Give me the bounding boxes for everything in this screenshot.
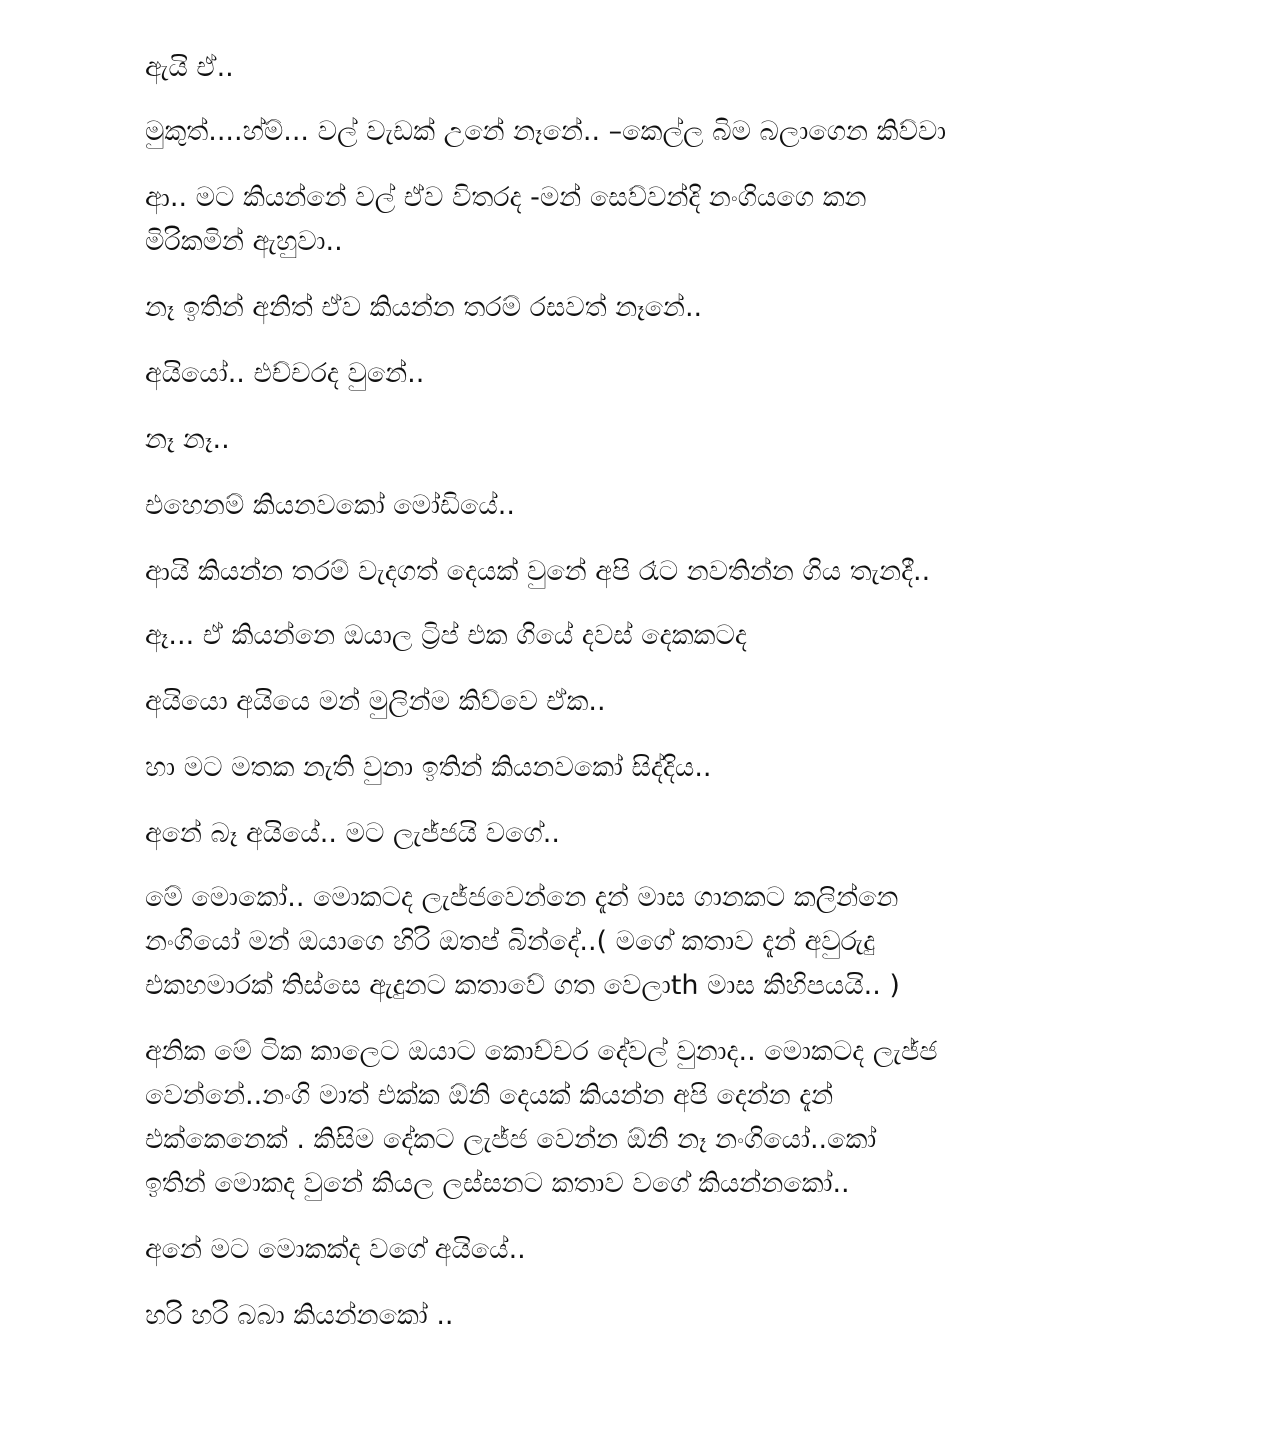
text-line: නංගියෝ මන් ඔයාගෙ හිරි ඔතප් බින්දේ..( මගේ කතාව දැන් අවුරුදු xyxy=(145,926,876,957)
text-line: මිරිකමින් ඇහුවා.. xyxy=(145,226,343,257)
paragraph xyxy=(145,1294,1135,1338)
text-line: මේ මොකෝ.. මොකටද ලැජ්ජවෙන්නෙ දැන් මාස ගානකට කලින්නෙ xyxy=(145,882,899,913)
text-line: වෙන්නේ..නංගි මාත් එක්ක ඕනි දෙයක් කියන්න අපි දෙන්න දැන් xyxy=(145,1080,834,1111)
paragraph xyxy=(145,746,1135,790)
paragraph xyxy=(145,812,1135,856)
text-line: මුකුත්....හ්ම්... වල් වැඩක් උනේ නෑනේ.. –කෙල්ල බිම බලාගෙන කිව්වා xyxy=(145,116,947,147)
paragraph xyxy=(145,176,1135,264)
text-line: ඉතින් මොකද වුනේ කියල ලස්සනට කතාව වගේ කියන්නකෝ.. xyxy=(145,1168,850,1199)
paragraph xyxy=(145,1228,1135,1272)
text-line: ඇයි ඒ.. xyxy=(145,52,234,83)
paragraph xyxy=(145,110,1135,154)
text-line: ආයි කියන්න තරම් වැදගත් දෙයක් වුනේ අපි රෑට නවතින්න ගිය තැනදී.. xyxy=(145,556,931,587)
text-line: හා මට මතක නැති වුනා ඉතින් කියනවකෝ සිද්දිය.. xyxy=(145,752,712,783)
paragraph xyxy=(145,46,1135,90)
paragraph xyxy=(145,614,1135,658)
text-line: ආ.. මට කියන්නේ වල් ඒව විතරද -මන් සෙව්වන්දි නංගියගෙ කන xyxy=(145,182,867,213)
text-line: අනේ බෑ අයියේ.. මට ලැජ්ජයි වගේ.. xyxy=(145,818,560,849)
text-line: ඈ... ඒ කියන්නෙ ඔයාල ට්‍රිප් එක ගියේ දවස් දෙකකටද xyxy=(145,620,747,651)
text-line: එහෙනම් කියනවකෝ මෝඩියේ.. xyxy=(145,490,515,521)
paragraph xyxy=(145,418,1135,462)
paragraph xyxy=(145,680,1135,724)
text-line: නෑ ඉතින් අනිත් ඒව කියන්න තරම් රසවත් නෑනේ.. xyxy=(145,292,703,323)
paragraph xyxy=(145,286,1135,330)
paragraph xyxy=(145,876,1135,1008)
paragraph xyxy=(145,550,1135,594)
paragraph xyxy=(145,484,1135,528)
text-line: එක්කෙනෙක් . කිසිම දේකට ලැජ්ජ වෙන්න ඕනි නෑ නංගියෝ..කෝ xyxy=(145,1124,877,1155)
text-line: අනික මේ ටික කාලෙට ඔයාට කොච්චර දේවල් වුනාද.. මොකටද ලැජ්ජ xyxy=(145,1036,938,1067)
text-line: අයියො අයියෙ මන් මුලින්ම කිව්වෙ ඒක.. xyxy=(145,686,606,717)
text-line: එකහමාරක් තිස්සෙ ඇදුනට කතාවේ ගත වෙලාth මාස කිහිපයයි.. ) xyxy=(145,970,900,1001)
paragraph xyxy=(145,352,1135,396)
text-line: අයියෝ.. එච්චරද වුනේ.. xyxy=(145,358,425,389)
text-line: හරි හරි බබා කියන්නකෝ .. xyxy=(145,1300,454,1331)
paragraph xyxy=(145,1030,1135,1206)
text-line: නෑ නෑ.. xyxy=(145,424,230,455)
text-line: අනේ මට මොකක්ද වගේ අයියේ.. xyxy=(145,1234,526,1265)
